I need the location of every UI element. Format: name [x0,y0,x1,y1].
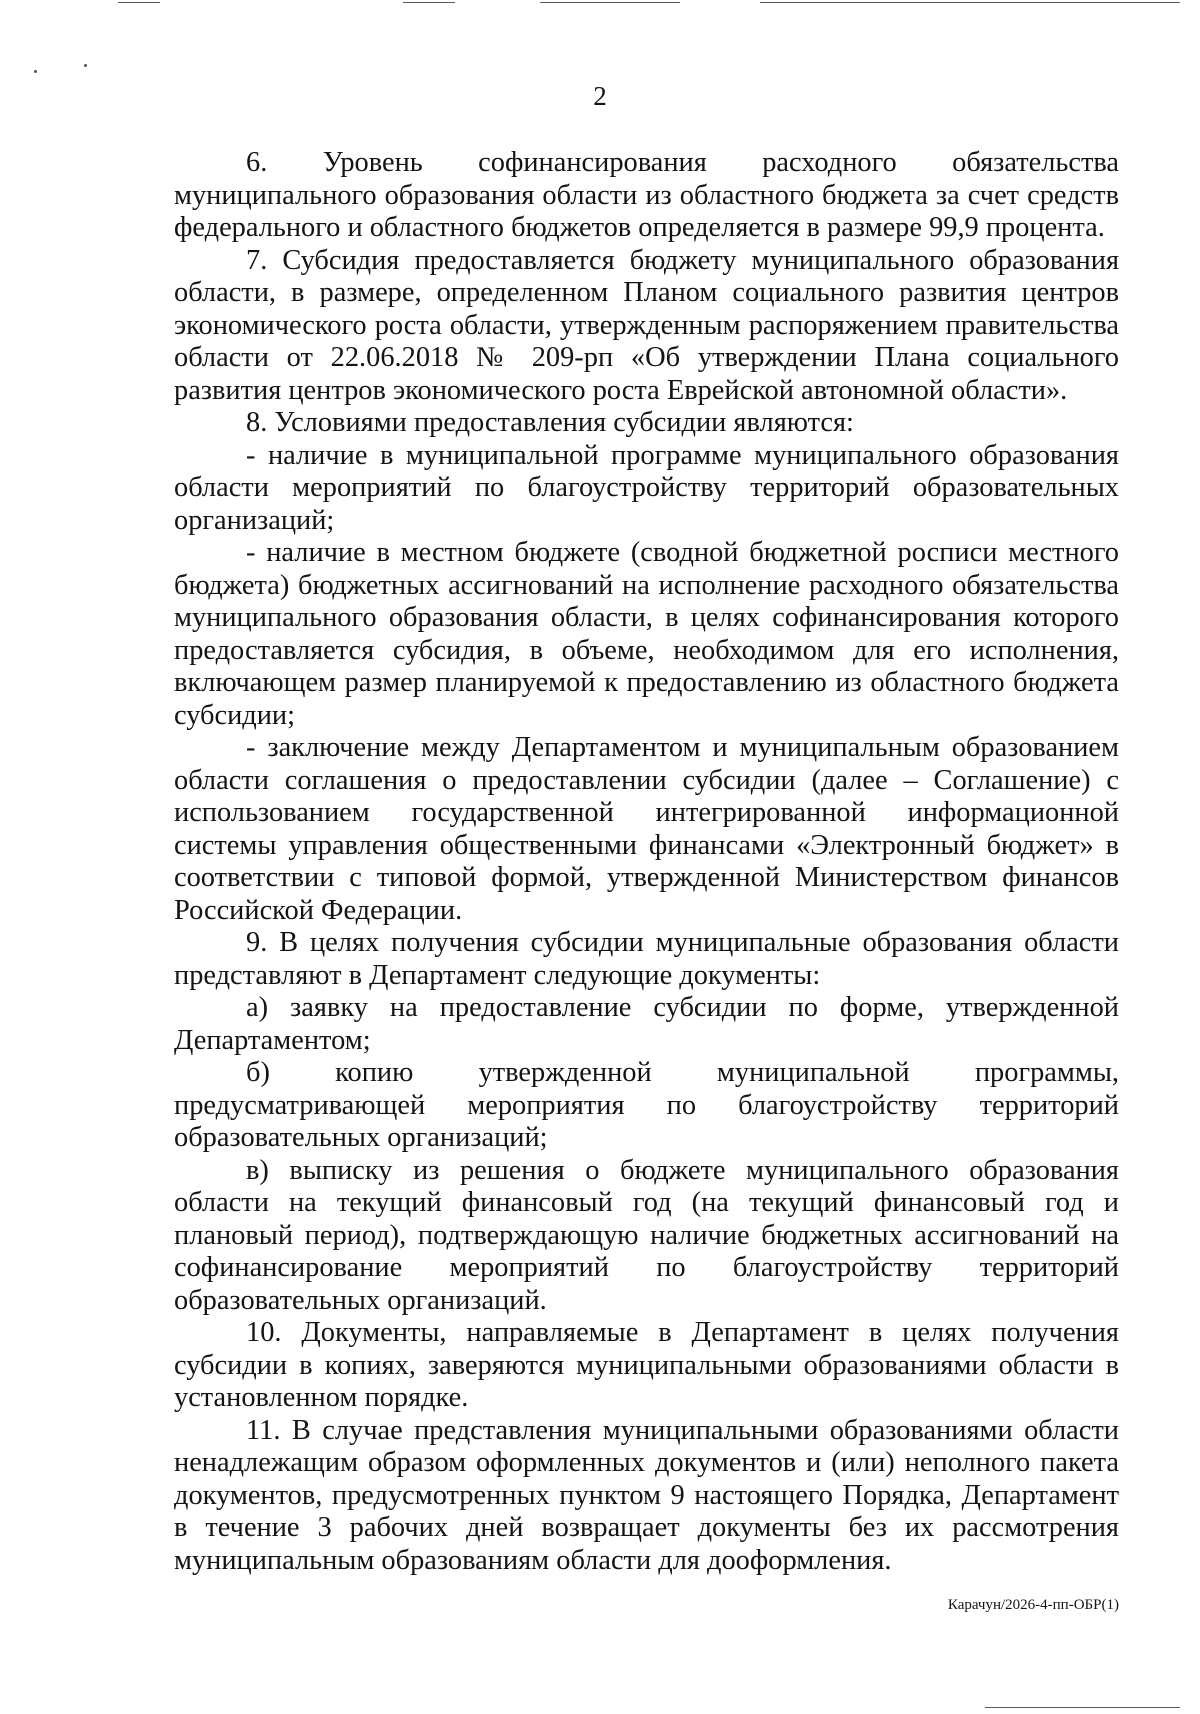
document-item-a: а) заявку на предоставление субсидии по форме, утвержденной Департаментом; [174,992,1119,1056]
paragraph-8: 8. Условиями предоставления субсидии являются: [246,407,854,438]
condition-budget: - наличие в местном бюджете (сводной бюджетной росписи местного бюджета) бюджетных ассигнований на исполнение расходного обязательства муниципального образования области, в целях софинансирования которого предоставляется субсидия, в объеме, необходимом для его исполнения, включающем размер планируемой к предоставлению из областного бюджета субсидии; [174,537,1119,731]
paragraph-6: 6. Уровень софинансирования расходного обязательства муниципального образования области из областного бюджета за счет средств федерального и областного бюджетов определяется в размере 99,9 процента. [174,147,1119,243]
document-footer-code: Карачун/2026-4-пп-ОБР(1) [947,1597,1119,1613]
page-number: 2 [593,81,607,111]
scan-speck [34,70,37,73]
condition-agreement: - заключение между Департаментом и муниципальным образованием области соглашения о предоставлении субсидии (далее – Соглашение) с использованием государственной интегрированной информационной системы управления общественными финансами «Электронный бюджет» в соответствии с типовой формой, утвержденной Министерством финансов Российской Федерации. [174,732,1119,926]
scan-speck [84,64,87,67]
document-item-b: б) копию утвержденной муниципальной программы, предусматривающей мероприятия по благоустройству территорий образовательных организаций; [174,1057,1119,1153]
scan-edge-mark [403,2,455,3]
scan-edge-mark [118,2,160,3]
paragraph-10: 10. Документы, направляемые в Департамент в целях получения субсидии в копиях, заверяются муниципальными образованиями области в установленном порядке. [174,1317,1119,1413]
paragraph-11: 11. В случае представления муниципальными образованиями области ненадлежащим образом оформленных документов и (или) неполного пакета документов, предусмотренных пунктом 9 настоящего Порядка, Департамент в течение 3 рабочих дней возвращает документы без их рассмотрения муниципальным образованиям области для дооформления. [174,1414,1119,1576]
condition-program: - наличие в муниципальной программе муниципального образования области мероприятий по благоустройству территорий образовательных организаций; [174,439,1119,536]
scan-edge-mark [985,1707,1180,1708]
scan-edge-mark [540,2,680,3]
document-body [174,147,1119,1577]
scan-edge-mark [760,2,1180,3]
paragraph-7: 7. Субсидия предоставляется бюджету муниципального образования области, в размере, определенном Планом социального развития центров экономического роста области, утвержденным распоряжением правительства области от 22.06.2018 № 209-рп «Об утверждении Плана социального развития центров экономического роста Еврейской автономной области». [174,244,1119,406]
paragraph-9: 9. В целях получения субсидии муниципальные образования области представляют в Департамент следующие документы: [174,927,1119,991]
document-item-v: в) выписку из решения о бюджете муниципального образования области на текущий финансовый год (на текущий финансовый год и плановый период), подтверждающую наличие бюджетных ассигнований на софинансирование мероприятий по благоустройству территорий образовательных организаций. [174,1154,1119,1316]
